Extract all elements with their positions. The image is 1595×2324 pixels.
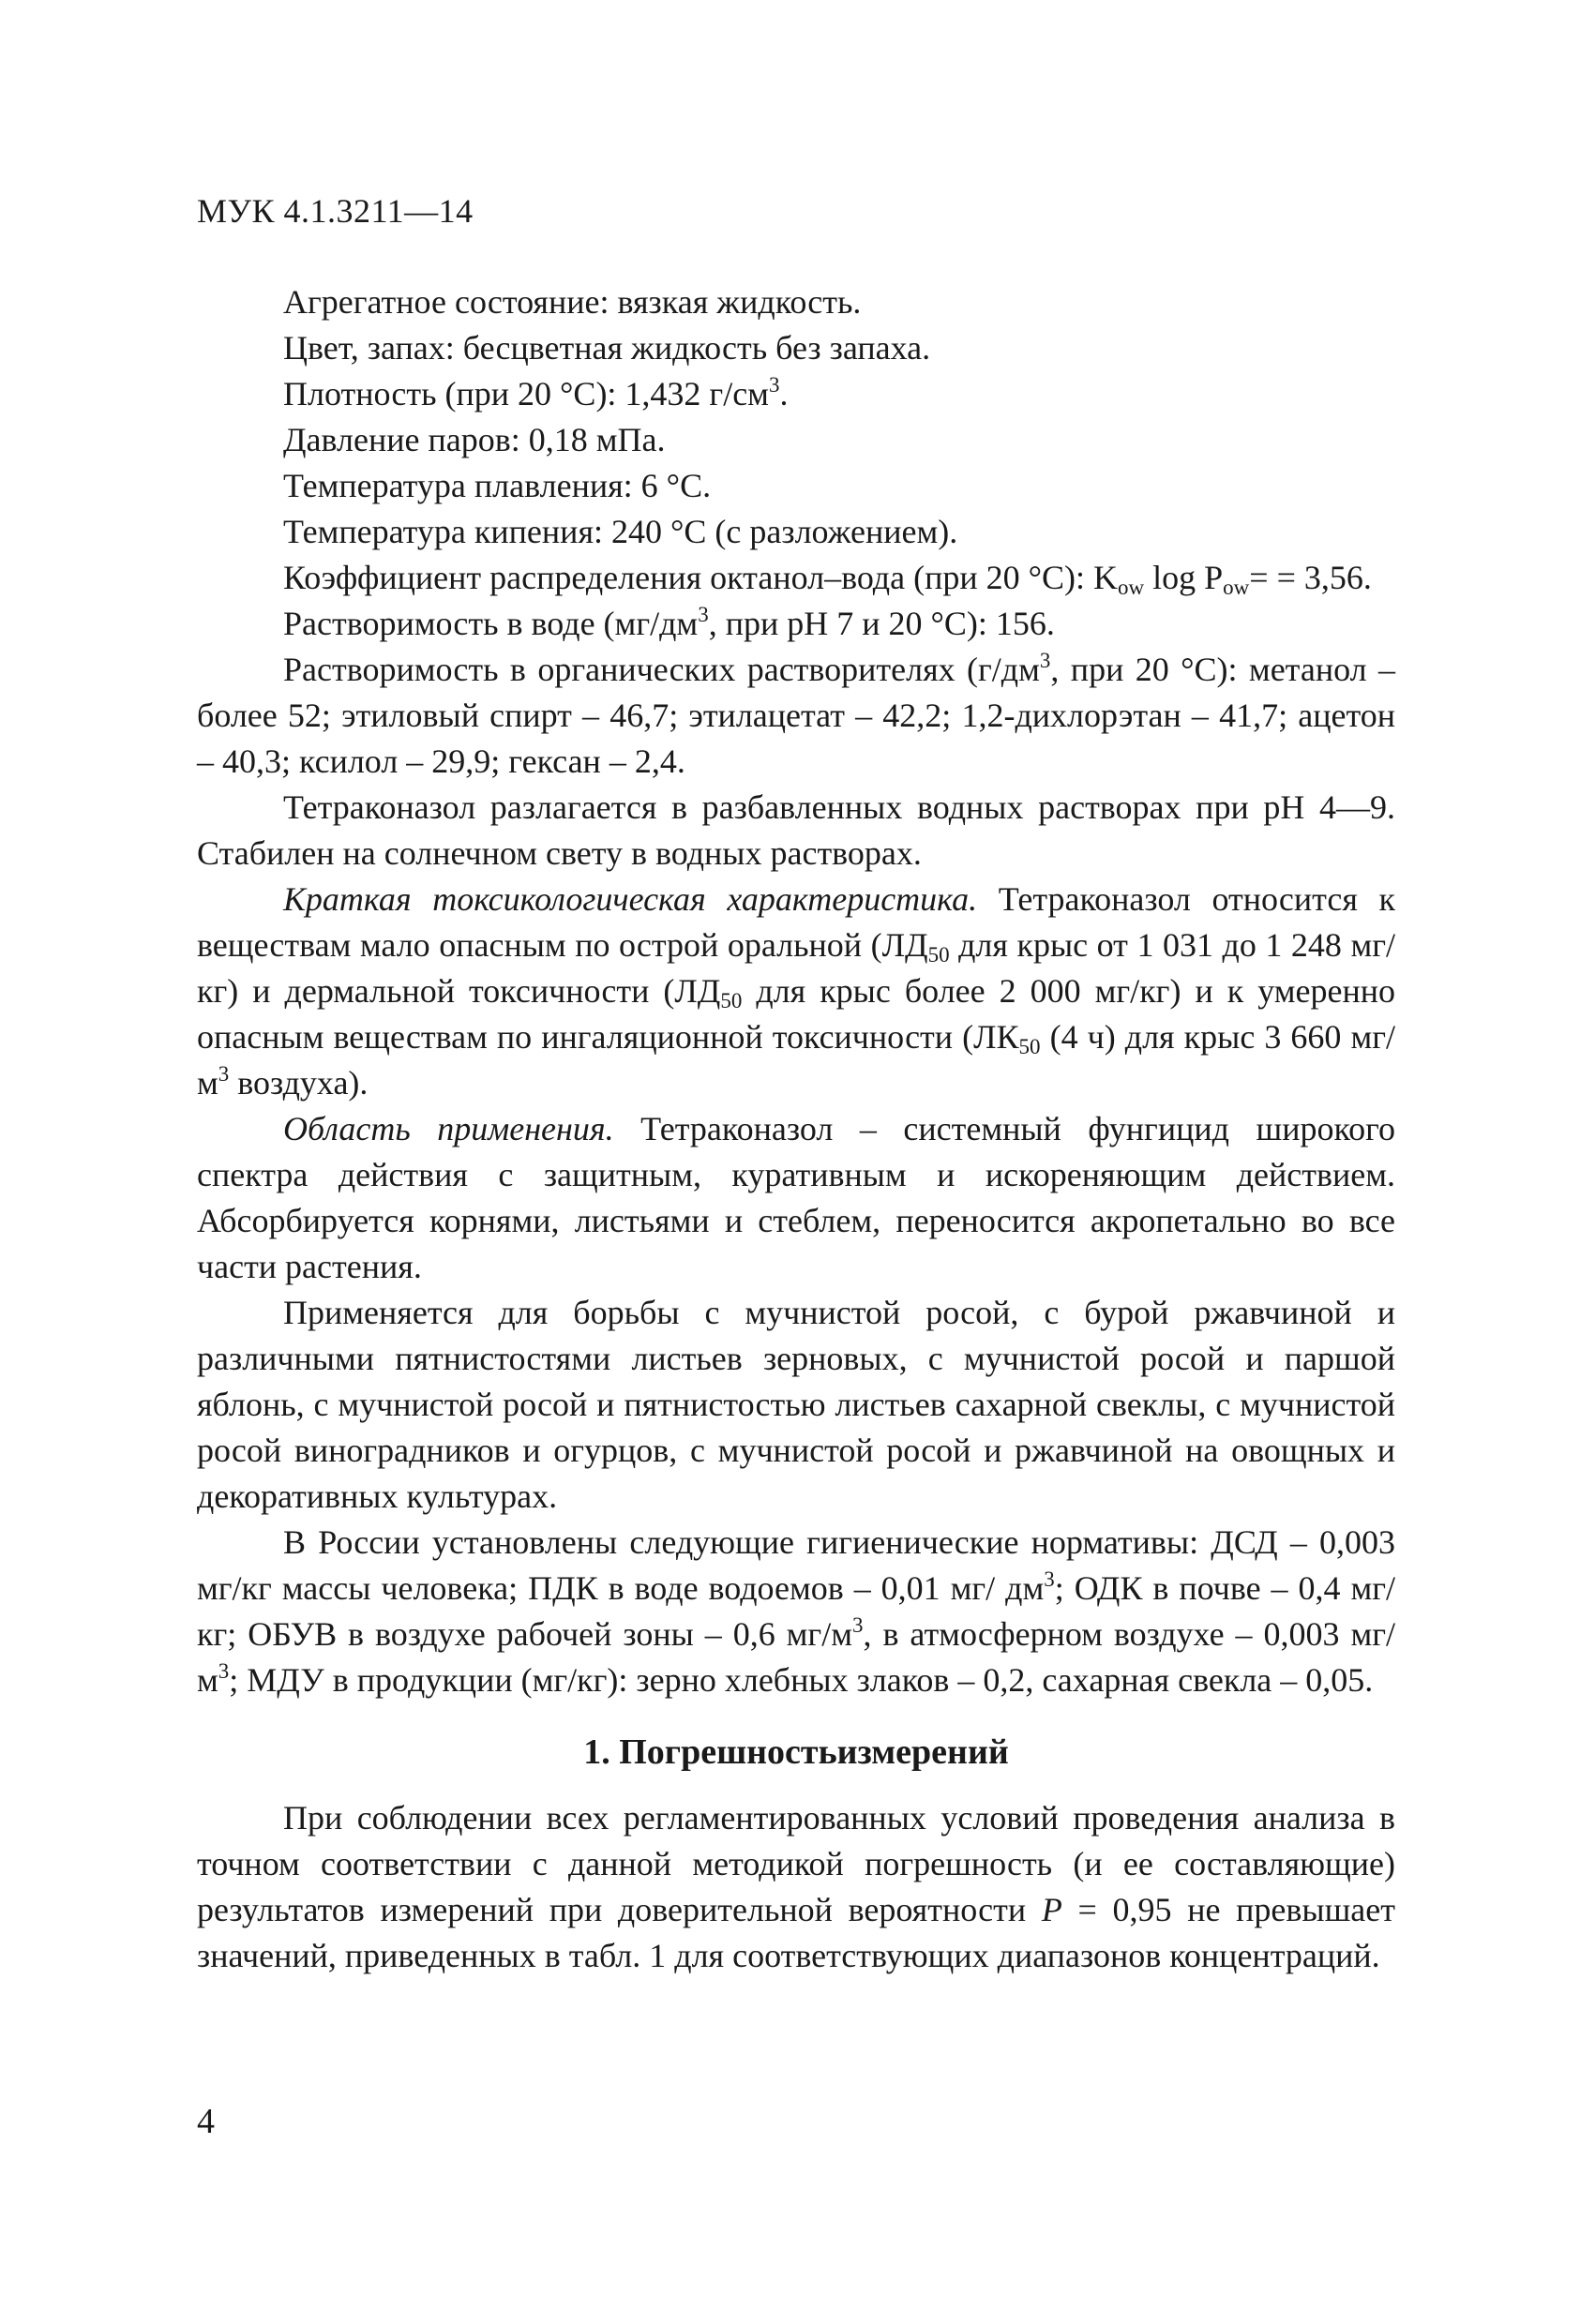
partition-log: log P bbox=[1144, 559, 1224, 596]
property-partition-coefficient bbox=[197, 555, 1395, 601]
ld50-dermal-subscript: 50 bbox=[720, 989, 743, 1012]
partition-text: Коэффициент распределения октанол–вода (при 20 °C): K bbox=[283, 559, 1119, 596]
norms-superscript-2: 3 bbox=[852, 1613, 864, 1637]
organic-solubility-values: , при 20 °C): метанол – более 52; этиловый спирт – 46,7; этилацетат – 42,2; 1,2-дихлорэтан – 41,7; ацетон – 40,3; ксилол – 29,9; гексан – 2,4. bbox=[197, 651, 1395, 780]
norms-text-4: ; МДУ в продукции (мг/кг): зерно хлебных злаков – 0,2, сахарная свекла – 0,05. bbox=[229, 1661, 1374, 1699]
ld50-oral-subscript: 50 bbox=[927, 943, 950, 967]
toxicology-text-1: Тетраконазол относится к веществам мало опасным по острой оральной (ЛД bbox=[197, 880, 1395, 964]
norms-superscript-3: 3 bbox=[218, 1659, 230, 1683]
section-1-text-1: При соблюдении всех регламентированных условий проведения анализа в точном соответствии с данной методикой погрешность (и ее составляющие) результатов измерений при доверительной вероятности bbox=[197, 1799, 1395, 1928]
norms-text-3: , в атмосферном воздухе – 0,003 мг/м bbox=[197, 1615, 1396, 1699]
section-1-text-2: = 0,95 не превышает значений, приведенных в табл. 1 для соответствующих диапазонов концентраций. bbox=[197, 1891, 1395, 1974]
property-water-solubility bbox=[197, 601, 1395, 647]
toxicology-superscript: 3 bbox=[218, 1062, 230, 1086]
section-heading: 1. Погрешностьизмерений bbox=[583, 1732, 1009, 1772]
toxicology-paragraph bbox=[197, 877, 1395, 1106]
toxicology-text-3: для крыс более 2 000 мг/кг) и к умеренно опасным веществам по ингаляционной токсичности (ЛК bbox=[197, 972, 1396, 1056]
norms-paragraph bbox=[197, 1520, 1395, 1703]
norms-text-2: ; ОДК в почве – 0,4 мг/кг; ОБУВ в воздухе рабочей зоны – 0,6 мг/м bbox=[197, 1569, 1396, 1653]
page-number: 4 bbox=[197, 2102, 215, 2141]
water-solubility-text: Растворимость в воде (мг/дм bbox=[283, 605, 699, 642]
water-solubility-superscript: 3 bbox=[698, 603, 709, 626]
property-color-smell: Цвет, запах: бесцветная жидкость без запаха. bbox=[283, 329, 931, 367]
toxicology-text-2: для крыс от 1 031 до 1 248 мг/кг) и дермальной токсичности (ЛД bbox=[197, 926, 1395, 1010]
probability-symbol: P bbox=[1041, 1891, 1062, 1928]
lk50-subscript: 50 bbox=[1018, 1035, 1041, 1058]
usage-paragraph: Применяется для борьбы с мучнистой росой, с бурой ржавчиной и различными пятнистостями листьев зерновых, с мучнистой росой и паршой яблонь, с мучнистой росой и пятнистостью листьев сахарной свеклы, с мучнистой росой виноградников и огурцов, с мучнистой росой и ржавчиной на овощных и декоративных культурах. bbox=[197, 1294, 1395, 1515]
organic-solubility-text: Растворимость в органических растворителях (г/дм bbox=[283, 651, 1040, 688]
norms-superscript-1: 3 bbox=[1044, 1567, 1055, 1591]
application-paragraph bbox=[197, 1106, 1395, 1290]
partition-subscript-pow: ow bbox=[1223, 576, 1250, 599]
section-1-paragraph bbox=[197, 1795, 1395, 1979]
property-density bbox=[197, 371, 1395, 417]
application-text: Тетраконазол – системный фунгицид широкого спектра действия с защитным, куративным и искореняющим действием. Абсорбируется корнями, листьями и стеблем, переносится акропетально во все части растения. bbox=[197, 1110, 1395, 1285]
organic-solubility-superscript: 3 bbox=[1039, 649, 1051, 672]
property-boiling-point: Температура кипения: 240 °C (с разложением). bbox=[283, 513, 958, 550]
application-label: Область применения. bbox=[283, 1110, 614, 1147]
property-organic-solubility bbox=[197, 647, 1395, 785]
water-solubility-value: , при pH 7 и 20 °C): 156. bbox=[708, 605, 1055, 642]
document-code: МУК 4.1.3211—14 bbox=[197, 192, 474, 230]
property-vapor-pressure: Давление паров: 0,18 мПа. bbox=[283, 421, 666, 458]
toxicology-text-4: (4 ч) для крыс 3 660 мг/м bbox=[197, 1018, 1395, 1102]
density-superscript: 3 bbox=[768, 373, 780, 397]
partition-subscript-kow: ow bbox=[1118, 576, 1145, 599]
partition-value: = = 3,56. bbox=[1249, 559, 1372, 596]
property-state: Агрегатное состояние: вязкая жидкость. bbox=[283, 283, 862, 321]
norms-text-1: В России установлены следующие гигиенические нормативы: ДСД – 0,003 мг/кг массы человека; ПДК в воде водоемов – 0,01 мг/ дм bbox=[197, 1523, 1395, 1607]
density-text: Плотность (при 20 °C): 1,432 г/см bbox=[283, 375, 769, 412]
density-period: . bbox=[779, 375, 789, 412]
toxicology-text-5: воздуха). bbox=[229, 1064, 369, 1102]
property-melting-point: Температура плавления: 6 °C. bbox=[283, 467, 712, 504]
toxicology-label: Краткая токсикологическая характеристика. bbox=[283, 880, 978, 918]
page-body bbox=[197, 279, 1395, 1979]
property-stability: Тетраконазол разлагается в разбавленных водных растворах при pH 4—9. Стабилен на солнечном свету в водных растворах. bbox=[197, 788, 1395, 872]
